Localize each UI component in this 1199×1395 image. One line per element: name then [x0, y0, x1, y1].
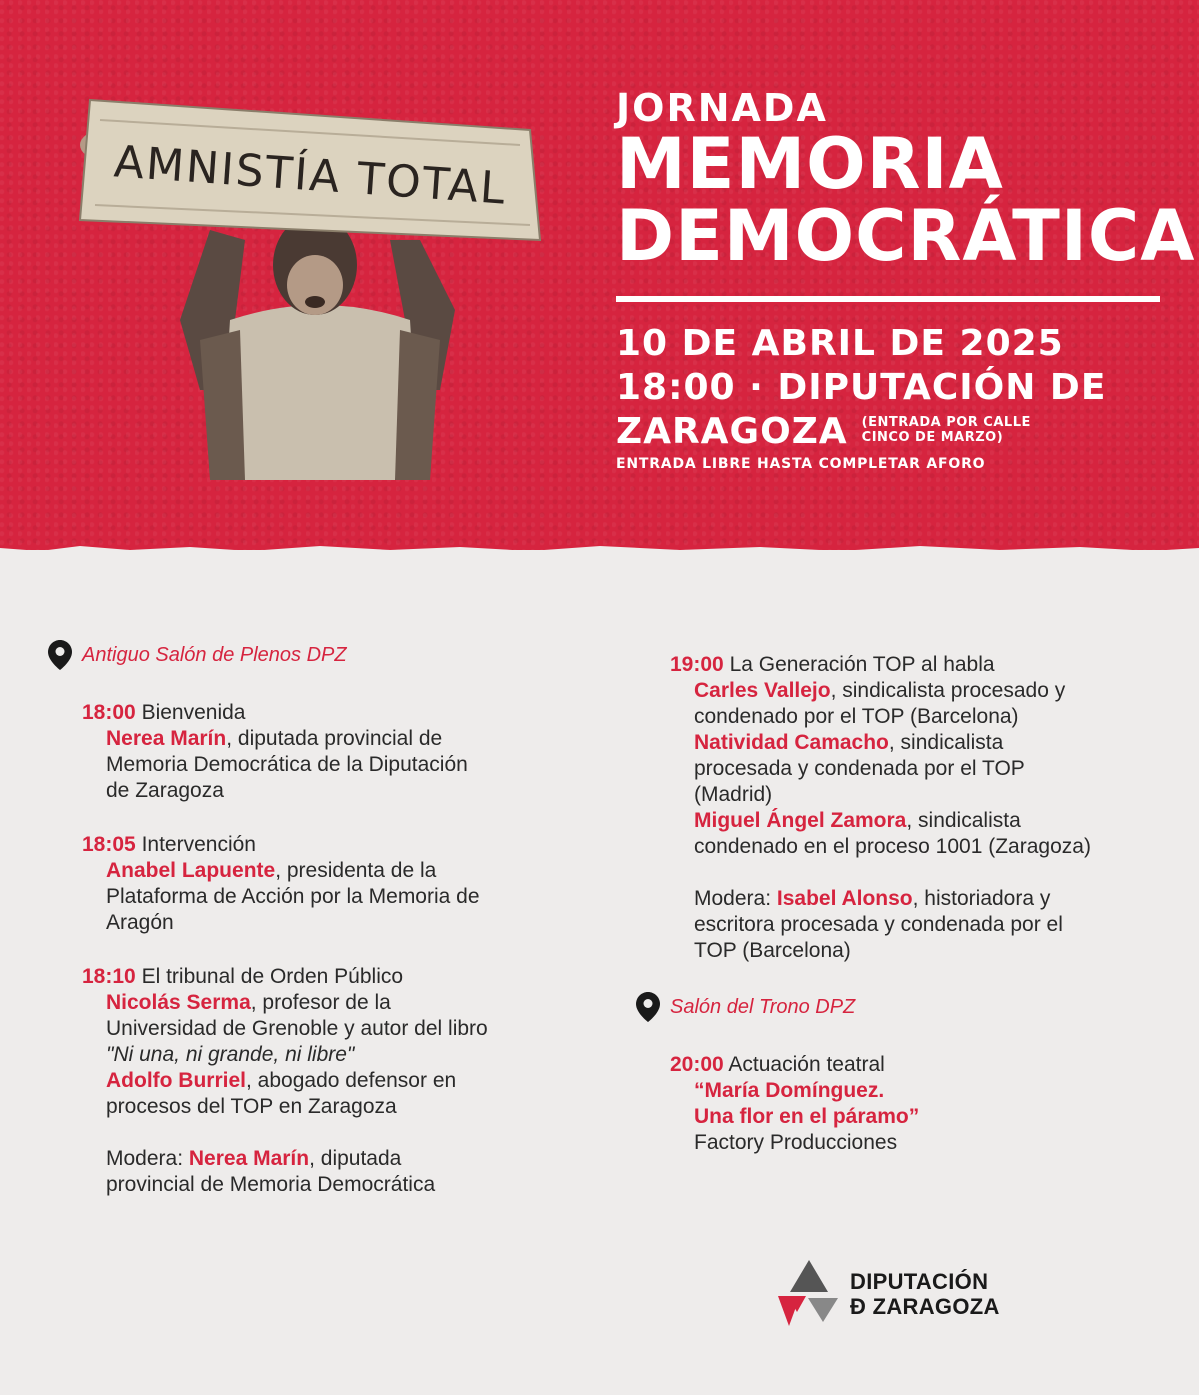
banner-text: AMNISTÍA TOTAL [112, 136, 509, 215]
moderator-label: Modera: [694, 887, 777, 910]
speaker-desc: , abogado defensor en [246, 1069, 457, 1092]
play-info [694, 1078, 1176, 1156]
speaker-desc: , presidenta de la [275, 859, 437, 882]
company-name: Factory Producciones [694, 1131, 898, 1154]
entrance-note-line-2: CINCO DE MARZO) [861, 430, 1004, 445]
title-line-1: MEMORIA [616, 123, 1004, 205]
title-block [616, 86, 1196, 277]
speaker-desc: condenado por el TOP (Barcelona) [694, 705, 1019, 728]
slot-header [82, 700, 588, 726]
moderator-desc: , historiadora y [912, 887, 1051, 910]
program-slot [670, 1052, 1176, 1156]
speaker-desc: , profesor de la [250, 991, 391, 1014]
speaker-name: Carles Vallejo [694, 679, 831, 702]
program-slot [82, 700, 588, 804]
venue-trono [636, 992, 1176, 1022]
entrance-note-line-1: (ENTRADA POR CALLE [861, 415, 1031, 430]
speaker-desc: procesos del TOP en Zaragoza [106, 1095, 397, 1118]
speaker [106, 990, 588, 1198]
title-line-2: DEMOCRÁTICA [616, 195, 1196, 277]
header-banner [0, 0, 1199, 550]
speaker [106, 726, 588, 804]
free-entry-note: ENTRADA LIBRE HASTA COMPLETAR AFORO [616, 456, 986, 472]
venue-name: Antiguo Salón de Plenos DPZ [82, 644, 347, 666]
dpz-logo-icon [776, 1260, 842, 1328]
moderator-desc: escritora procesada y condenada por el [694, 913, 1063, 936]
speaker-desc: Aragón [106, 911, 174, 934]
moderator-desc: TOP (Barcelona) [694, 939, 851, 962]
logo-line-2: Ð ZARAGOZA [850, 1294, 1000, 1319]
speaker-desc: procesada y condenada por el TOP [694, 757, 1025, 780]
entrance-note [862, 415, 1031, 445]
speaker-name: Natividad Camacho [694, 731, 889, 754]
speaker-desc: Memoria Democrática de la Diputación [106, 753, 468, 776]
slot-time: 20:00 [670, 1053, 724, 1076]
slot-title: Bienvenida [141, 701, 246, 724]
speaker-desc: , diputada provincial de [226, 727, 443, 750]
venue-plenos [48, 640, 588, 670]
program-slot [82, 832, 588, 936]
play-title: “María Domínguez. [694, 1079, 885, 1102]
moderator-name: Nerea Marín [188, 1147, 310, 1170]
book-title: "Ni una, ni grande, ni libre" [106, 1043, 355, 1066]
slot-header [670, 1052, 1176, 1078]
event-date: 10 DE ABRIL DE 2025 [616, 323, 1064, 364]
slot-time: 18:05 [82, 833, 136, 856]
program-slot [82, 964, 588, 1198]
slot-header [670, 652, 1176, 678]
dpz-logo-text [850, 1269, 1000, 1319]
program-left-column [48, 640, 588, 1226]
jornada-label: JORNADA [616, 86, 828, 130]
moderator-desc: , diputada [309, 1147, 402, 1170]
city-row [616, 410, 1186, 454]
speaker-desc: condenado en el proceso 1001 (Zaragoza) [694, 835, 1091, 858]
slot-time: 19:00 [670, 653, 724, 676]
speaker-name: Nerea Marín [106, 727, 227, 750]
protester-illustration [60, 90, 570, 490]
speaker-desc: (Madrid) [694, 783, 773, 806]
slot-title: El tribunal de Orden Público [141, 965, 404, 988]
event-city: ZARAGOZA [616, 411, 848, 452]
dpz-logo [776, 1260, 1000, 1328]
moderator-desc: provincial de Memoria Democrática [106, 1173, 436, 1196]
title-divider [616, 296, 1160, 302]
slot-header [82, 964, 588, 990]
moderator-name: Isabel Alonso [776, 887, 913, 910]
program-right-column [636, 652, 1176, 1184]
moderator [694, 886, 1176, 912]
speaker-desc: , sindicalista procesado y [830, 679, 1066, 702]
speaker-name: Adolfo Burriel [106, 1069, 246, 1092]
slot-title: Actuación teatral [728, 1053, 885, 1076]
speaker [106, 858, 588, 936]
program-slot [670, 652, 1176, 964]
slot-header [82, 832, 588, 858]
torn-edge [0, 542, 1199, 550]
location-pin-icon [48, 640, 72, 670]
moderator [106, 1146, 588, 1172]
speaker-desc: de Zaragoza [106, 779, 224, 802]
slot-title: Intervención [141, 833, 256, 856]
speaker-desc: , sindicalista [888, 731, 1004, 754]
moderator-label: Modera: [106, 1147, 189, 1170]
event-time-place: 18:00 · DIPUTACIÓN DE [616, 367, 1107, 408]
location-pin-icon [636, 992, 660, 1022]
slot-time: 18:10 [82, 965, 136, 988]
slot-title: La Generación TOP al habla [729, 653, 995, 676]
speaker-desc: , sindicalista [906, 809, 1021, 832]
speaker-name: Nicolás Serma [106, 991, 251, 1014]
date-block [616, 322, 1186, 472]
slot-time: 18:00 [82, 701, 136, 724]
play-title: Una flor en el páramo” [694, 1105, 920, 1128]
speaker-desc: Universidad de Grenoble y autor del libro [106, 1017, 488, 1040]
speaker-desc: Plataforma de Acción por la Memoria de [106, 885, 480, 908]
speaker [694, 678, 1176, 964]
speaker-name: Miguel Ángel Zamora [694, 809, 907, 832]
speaker-name: Anabel Lapuente [106, 859, 276, 882]
logo-line-1: DIPUTACIÓN [850, 1269, 989, 1294]
venue-name: Salón del Trono DPZ [670, 996, 856, 1018]
